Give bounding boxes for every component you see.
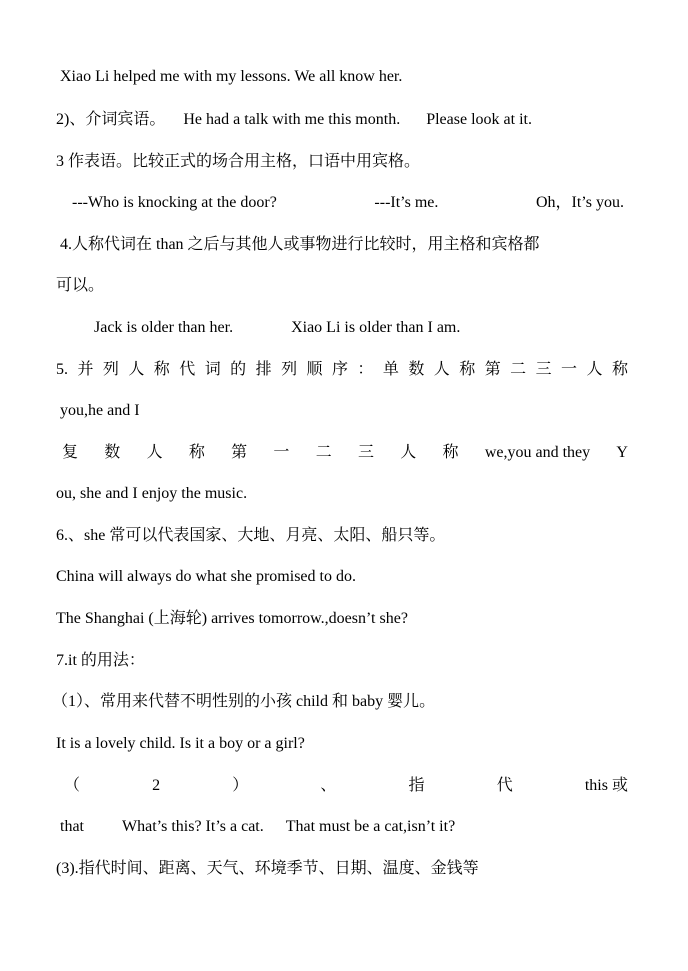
text-line-8	[56, 360, 628, 380]
line-8-seg: 三	[535, 361, 552, 378]
line-8-seg: 称	[459, 361, 476, 378]
line-10-seg: 称	[188, 444, 205, 461]
line-18-seg: ）	[232, 777, 249, 794]
line-10-seg: 数	[104, 444, 121, 461]
line-18-seg: （	[64, 777, 81, 794]
text-line-3: 3 作表语。比较正式的场合用主格，口语中用宾格。	[56, 153, 421, 170]
line-8-seg: 人	[433, 361, 450, 378]
line-8-seg: 单	[382, 361, 399, 378]
line-8-seg: 人	[128, 361, 145, 378]
text-line-5: 4.人称代词在 than 之后与其他人或事物进行比较时，用主格和宾格都	[60, 236, 540, 253]
line-8-seg: 第	[484, 361, 501, 378]
line-4-part-a: ---Who is knocking at the door?	[72, 194, 277, 211]
line-8-seg: ：	[357, 361, 374, 378]
line-18-seg: 2	[152, 777, 161, 794]
line-2-part-b: He had a talk with me this month.	[183, 111, 401, 128]
text-line-9: you,he and I	[60, 402, 140, 419]
line-4-part-b: ---It’s me.	[374, 194, 439, 211]
line-2-part-c: Please look at it.	[426, 111, 532, 128]
line-8-seg: 人	[586, 361, 603, 378]
line-8-seg: 代	[179, 361, 196, 378]
line-8-seg: 列	[281, 361, 298, 378]
text-line-19	[60, 817, 632, 837]
line-10-seg: we,you and they	[484, 444, 591, 461]
text-line-7	[94, 318, 514, 338]
line-19-part-a: that	[60, 818, 84, 835]
line-18-seg: this 或	[584, 777, 628, 794]
text-line-4	[72, 193, 624, 213]
text-line-16: （1）、常用来代替不明性别的小孩 child 和 baby 婴儿。	[52, 693, 436, 710]
line-10-seg: 复	[62, 444, 79, 461]
line-19-part-c: That must be a cat,isn’t it?	[285, 818, 456, 835]
line-10-seg: 第	[231, 444, 248, 461]
line-2-part-a: 2)、介词宾语。	[56, 111, 166, 128]
line-18-seg: 、	[320, 777, 337, 794]
line-8-seg: 的	[230, 361, 247, 378]
line-8-seg: 称	[153, 361, 170, 378]
line-10-seg: 二	[315, 444, 332, 461]
line-10-seg: Y	[616, 444, 628, 461]
text-line-17: It is a lovely child. Is it a boy or a girl?	[56, 735, 305, 752]
text-line-2	[56, 110, 628, 130]
text-line-11: ou, she and I enjoy the music.	[56, 485, 248, 502]
line-8-seg: 一	[561, 361, 578, 378]
line-7-part-b: Xiao Li is older than I am.	[291, 319, 461, 336]
text-line-14: The Shanghai (上海轮) arrives tomorrow.,doesn’t she?	[56, 610, 408, 627]
line-18-seg: 代	[496, 777, 513, 794]
line-8-seg: 并	[77, 361, 94, 378]
text-line-10	[62, 443, 628, 463]
text-line-12: 6.、she 常可以代表国家、大地、月亮、太阳、船只等。	[56, 527, 446, 544]
line-8-seg: 顺	[306, 361, 323, 378]
line-8-seg: 称	[611, 361, 628, 378]
line-4-part-c: Oh，It’s you.	[535, 194, 624, 211]
line-18-seg: 指	[408, 777, 425, 794]
line-8-seg: 二	[510, 361, 527, 378]
line-10-seg: 一	[273, 444, 290, 461]
line-8-seg: 序	[331, 361, 348, 378]
line-10-seg: 三	[357, 444, 374, 461]
text-line-20: (3).指代时间、距离、天气、环境季节、日期、温度、金钱等	[56, 860, 479, 877]
text-line-15: 7.it 的用法：	[56, 652, 145, 669]
line-10-seg: 称	[442, 444, 459, 461]
line-8-seg: 5.	[56, 361, 68, 378]
line-8-seg: 排	[255, 361, 272, 378]
text-line-1: Xiao Li helped me with my lessons. We all know her.	[60, 68, 403, 85]
line-8-seg: 词	[204, 361, 221, 378]
line-10-seg: 人	[400, 444, 417, 461]
text-line-18	[64, 776, 628, 796]
line-8-seg: 列	[102, 361, 119, 378]
line-7-part-a: Jack is older than her.	[94, 319, 234, 336]
text-line-13: China will always do what she promised to do.	[56, 568, 356, 585]
line-8-seg: 数	[408, 361, 425, 378]
line-19-part-b: What’s this? It’s a cat.	[122, 818, 264, 835]
line-10-seg: 人	[146, 444, 163, 461]
text-line-6: 可以。	[56, 277, 105, 294]
